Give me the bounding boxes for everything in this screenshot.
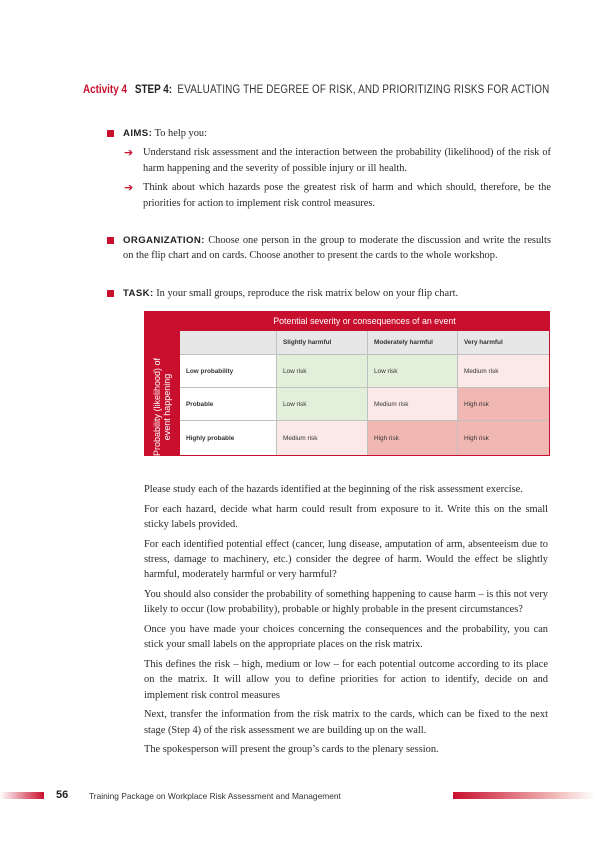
risk-cell: Medium risk xyxy=(458,355,549,388)
row-header: Probable xyxy=(180,388,277,421)
aims-item-text: Think about which hazards pose the greatest risk of harm and which should, therefore, be the priorities for action to implement risk control measures. xyxy=(143,182,551,209)
risk-cell: Medium risk xyxy=(368,388,458,421)
body-paragraph: For each hazard, decide what harm could result from exposure to it. Write this on the small sticky labels provided. xyxy=(144,503,548,530)
probability-axis-label: Probability (likelihood) of event happening xyxy=(152,357,172,457)
task-label: TASK: xyxy=(123,288,154,299)
column-header: Very harmful xyxy=(458,331,549,355)
footer-title: Training Package on Workplace Risk Assessment and Management xyxy=(89,791,341,801)
organization-section xyxy=(123,233,551,264)
instructions-body xyxy=(144,482,548,762)
footer-accent-bar xyxy=(0,792,44,799)
risk-matrix xyxy=(144,311,550,456)
risk-cell: Low risk xyxy=(368,355,458,388)
aims-item xyxy=(123,145,551,176)
organization-text: Choose one person in the group to moderate the discussion and write the results on the flip chart and on cards. Choose another to present the cards to the whole workshop. xyxy=(123,235,551,262)
risk-cell: Low risk xyxy=(277,355,368,388)
heading-title: EVALUATING THE DEGREE OF RISK, AND PRIORITIZING RISKS FOR ACTION xyxy=(177,84,550,96)
body-paragraph: For each identified potential effect (cancer, lung disease, amputation of arm, absenteeism due to stress, damage to machinery, etc.) consider the degree of harm. Would the effect be slightly harmful, moderately harmful or very harmful? xyxy=(144,538,548,581)
column-header: Moderately harmful xyxy=(368,331,458,355)
activity-label: Activity 4 xyxy=(83,84,127,96)
risk-cell: Low risk xyxy=(277,388,368,421)
severity-axis-label: Potential severity or consequences of an event xyxy=(180,312,549,331)
risk-cell: Medium risk xyxy=(277,421,368,455)
footer-accent-bar xyxy=(453,792,595,799)
arrow-right-icon: ➔ xyxy=(124,146,134,160)
aims-label: AIMS: xyxy=(123,128,153,139)
page-number: 56 xyxy=(56,789,69,801)
risk-cell: High risk xyxy=(368,421,458,455)
aims-section xyxy=(123,126,551,211)
risk-cell: High risk xyxy=(458,388,549,421)
square-bullet-icon xyxy=(107,290,114,297)
body-paragraph: You should also consider the probability of something happening to cause harm – is this not very likely to occur (low probability), probable or highly probable in the present circumstances? xyxy=(144,589,548,616)
aims-item xyxy=(123,180,551,211)
body-paragraph: Once you have made your choices concerning the consequences and the probability, you can stick your small labels on the appropriate places on the risk matrix. xyxy=(144,624,548,651)
matrix-side-header xyxy=(145,312,180,455)
matrix-corner-cell xyxy=(180,331,277,355)
square-bullet-icon xyxy=(107,130,114,137)
body-paragraph: Next, transfer the information from the risk matrix to the cards, which can be fixed to the next stage (Step 4) of the risk assessment we are building up on the wall. xyxy=(144,709,548,736)
body-paragraph: This defines the risk – high, medium or low – for each potential outcome according to its place on the matrix. It will allow you to define priorities for action to identify, decide on and implement risk control measures xyxy=(144,659,548,701)
column-header: Slightly harmful xyxy=(277,331,368,355)
aims-intro: To help you: xyxy=(154,128,207,139)
aims-item-text: Understand risk assessment and the interaction between the probability (likelihood) of the risk of harm happening and the severity of possible injury or ill health. xyxy=(143,147,551,174)
page-heading xyxy=(83,84,550,96)
step-label: STEP 4: xyxy=(134,84,173,96)
row-header: Highly probable xyxy=(180,421,277,455)
organization-label: ORGANIZATION: xyxy=(123,235,205,246)
row-header: Low probability xyxy=(180,355,277,388)
task-text: In your small groups, reproduce the risk matrix below on your flip chart. xyxy=(156,288,459,299)
body-paragraph: The spokesperson will present the group’s cards to the plenary session. xyxy=(144,744,439,756)
body-paragraph: Please study each of the hazards identified at the beginning of the risk assessment exercise. xyxy=(144,484,523,495)
risk-cell: High risk xyxy=(458,421,549,455)
arrow-right-icon: ➔ xyxy=(124,181,134,195)
square-bullet-icon xyxy=(107,237,114,244)
task-section xyxy=(123,286,551,301)
